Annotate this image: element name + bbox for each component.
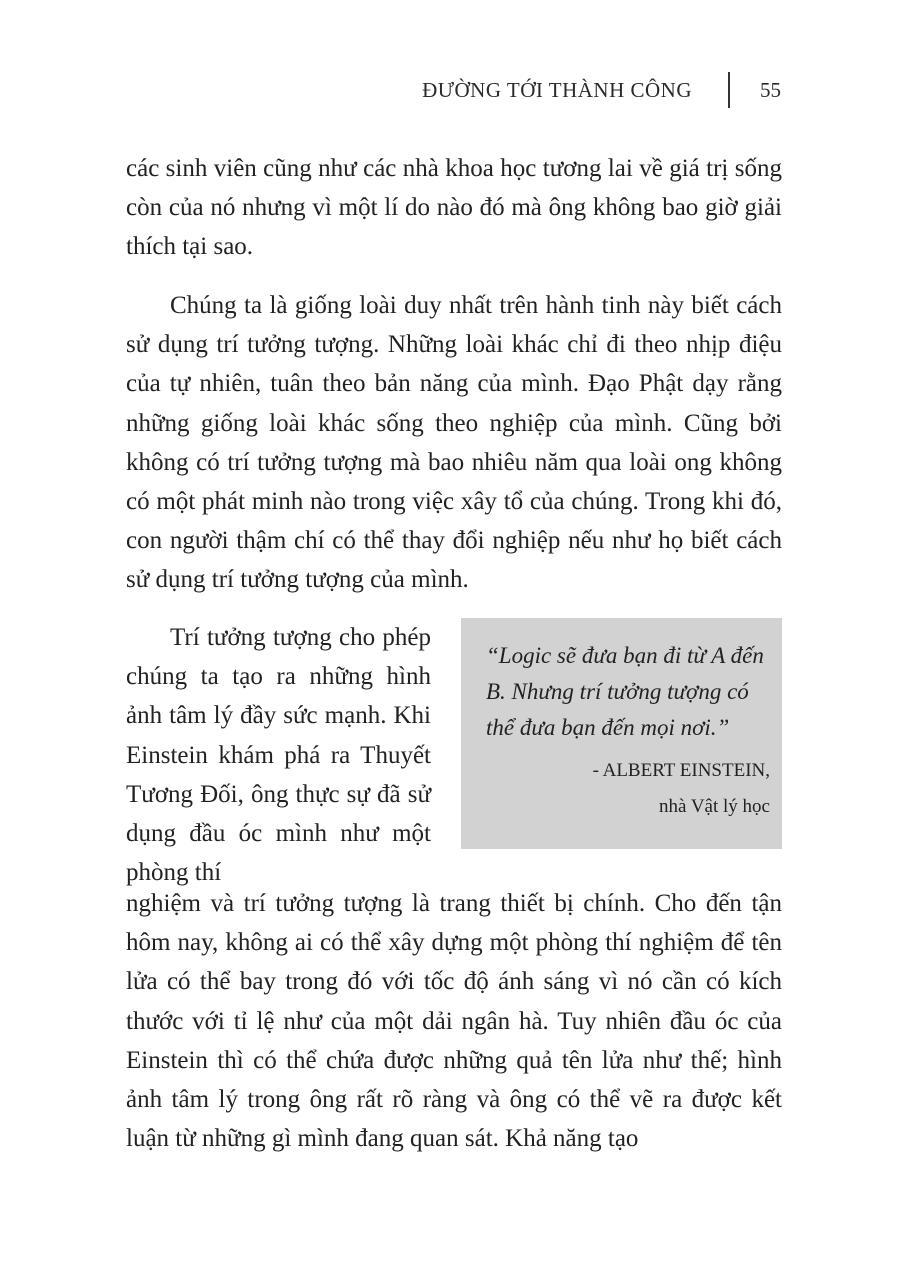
paragraph-2: Chúng ta là giống loài duy nhất trên hành tinh này biết cách sử dụng trí tưởng tượng. Những loài khác chỉ đi theo nhịp điệu của tự nhiên, tuân theo bản năng của mình. Đạo Phật dạy rằng những giống loài khác sống theo nghiệp của mình. Cũng bởi không có trí tưởng tượng mà bao nhiêu năm qua loài ong không có một phát minh nào trong việc xây tổ của chúng. Trong khi đó, con người thậm chí có thể thay đổi nghiệp nếu như họ biết cách sử dụng trí tưởng tượng của mình. bbox=[126, 292, 782, 594]
header-divider bbox=[728, 72, 730, 108]
page-number: 55 bbox=[760, 78, 781, 102]
paragraph-3-part-1: Trí tưởng tượng cho phép chúng ta tạo ra những hình ảnh tâm lý đầy sức mạnh. Khi Einstein khám phá ra Thuyết Tương Đối, ông thực sự đã sử dụng đầu óc mình như một phòng thí bbox=[126, 624, 431, 887]
paragraph-3-part-2: nghiệm và trí tưởng tượng là trang thiết bị chính. Cho đến tận hôm nay, không ai có thể xây dựng một phòng thí nghiệm để tên lửa có thể bay trong đó với tốc độ ánh sáng vì nó cần có kích thước với tỉ lệ như của một dải ngân hà. Tuy nhiên đầu óc của Einstein thì có thể chứa được những quả tên lửa như thế; hình ảnh tâm lý trong ông rất rõ ràng và ông có thể vẽ ra được kết luận từ những gì mình đang quan sát. Khả năng tạo bbox=[126, 890, 782, 1153]
quote-box bbox=[461, 618, 782, 849]
paragraph-1: các sinh viên cũng như các nhà khoa học tương lai về giá trị sống còn của nó nhưng vì một lí do nào đó mà ông không bao giờ giải thích tại sao. bbox=[126, 155, 782, 261]
quote-text: “Logic sẽ đưa bạn đi từ A đến B. Nhưng trí tưởng tượng có thể đưa bạn đến mọi nơi.” bbox=[486, 643, 764, 740]
running-header bbox=[0, 72, 910, 112]
quote-author: - ALBERT EINSTEIN, bbox=[592, 760, 770, 781]
quote-author-role: nhà Vật lý học bbox=[659, 796, 770, 817]
header-title: ĐƯỜNG TỚI THÀNH CÔNG bbox=[422, 78, 692, 102]
